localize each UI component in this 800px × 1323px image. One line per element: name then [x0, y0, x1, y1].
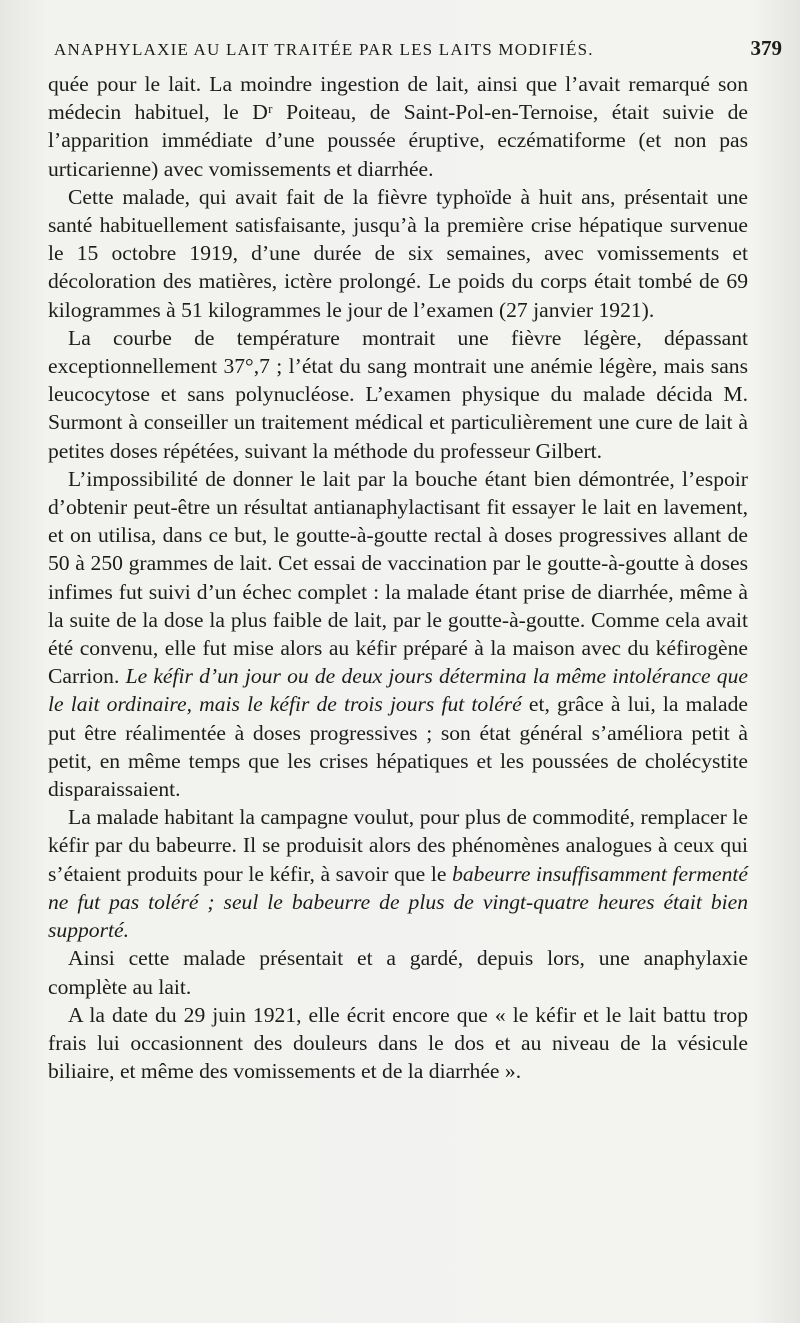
- running-title: ANAPHYLAXIE AU LAIT TRAITÉE PAR LES LAITS MODIFIÉS.: [54, 40, 594, 59]
- paragraph: [48, 944, 748, 1000]
- italic-text: babeurre insuffisamment fermenté ne fut pas toléré ; seul le babeurre de plus de vingt-quatre heures était bien supporté.: [48, 861, 748, 943]
- text-run: A la date du 29 juin 1921, elle écrit encore que « le kéfir et le lait battu trop frais lui occasionnent des douleurs dans le dos et au niveau de la vésicule biliaire, et même des vomissements et de la diarrhée ».: [48, 1002, 748, 1084]
- paragraph: [48, 324, 748, 465]
- text-run: et, grâce à lui, la malade put être réalimentée à doses progressives ; son état général s’améliora petit à petit, en même temps que les crises hépatiques et les poussées de cholécystite disparaissaient.: [48, 692, 748, 802]
- text-run: Ainsi cette malade présentait et a gardé, depuis lors, une anaphylaxie complète au lait.: [48, 946, 748, 999]
- body-text: [48, 70, 748, 1085]
- text-run: L’impossibilité de donner le lait par la bouche étant bien démontrée, l’espoir d’obtenir peut-être un résultat antianaphylactisant fit essayer le lait en lavement, et on utilisa, dans ce but, le goutte-à-goutte rectal à doses progressives allant de 50 à 250 grammes de lait. Cet essai de vaccination par le goutte-à-goutte à doses infimes fut suivi d’un échec complet : la malade étant prise de diarrhée, même à la suite de la dose la plus faible de lait, par le goutte-à-goutte. Comme cela avait été convenu, elle fut mise alors au kéfir préparé à la maison avec du kéfirogène Carrion.: [48, 466, 748, 689]
- italic-text: Le kéfir d’un jour ou de deux jours détermina la même intolérance que le lait ordinaire, mais le kéfir de trois jours fut toléré: [48, 664, 748, 717]
- running-head: [54, 36, 782, 61]
- paragraph: [48, 803, 748, 944]
- text-run: quée pour le lait. La moindre ingestion de lait, ainsi que l’avait remarqué son médecin habituel, le Dʳ Poiteau, de Saint-Pol-en-Ternoise, était suivie de l’apparition immédiate d’une poussée éruptive, eczématiforme (et non pas urticarienne) avec vomissements et diarrhée.: [48, 72, 748, 181]
- paragraph: [48, 183, 748, 324]
- text-run: La courbe de température montrait une fièvre légère, dépassant exceptionnellement 37°,7 ; l’état du sang montrait une anémie légère, mais sans leucocytose et sans polynucléose. L’examen physique du malade décida M. Surmont à conseiller un traitement médical et particulièrement une cure de lait à petites doses répétées, suivant la méthode du professeur Gilbert.: [48, 325, 748, 463]
- paragraph: [48, 1001, 748, 1086]
- text-run: Cette malade, qui avait fait de la fièvre typhoïde à huit ans, présentait une santé habituellement satisfaisante, jusqu’à la première crise hépatique survenue le 15 octobre 1919, d’une durée de six semaines, avec vomissements et décoloration des matières, ictère prolongé. Le poids du corps était tombé de 69 kilogrammes à 51 kilogrammes le jour de l’examen (27 janvier 1921).: [48, 184, 748, 322]
- text-run: La malade habitant la campagne voulut, pour plus de commodité, remplacer le kéfir par du babeurre. Il se produisit alors des phénomènes analogues à ceux qui s’étaient produits pour le kéfir, à savoir que le: [48, 805, 748, 886]
- page-number: 379: [750, 36, 782, 60]
- paragraph: [48, 465, 748, 803]
- paragraph: [48, 70, 748, 183]
